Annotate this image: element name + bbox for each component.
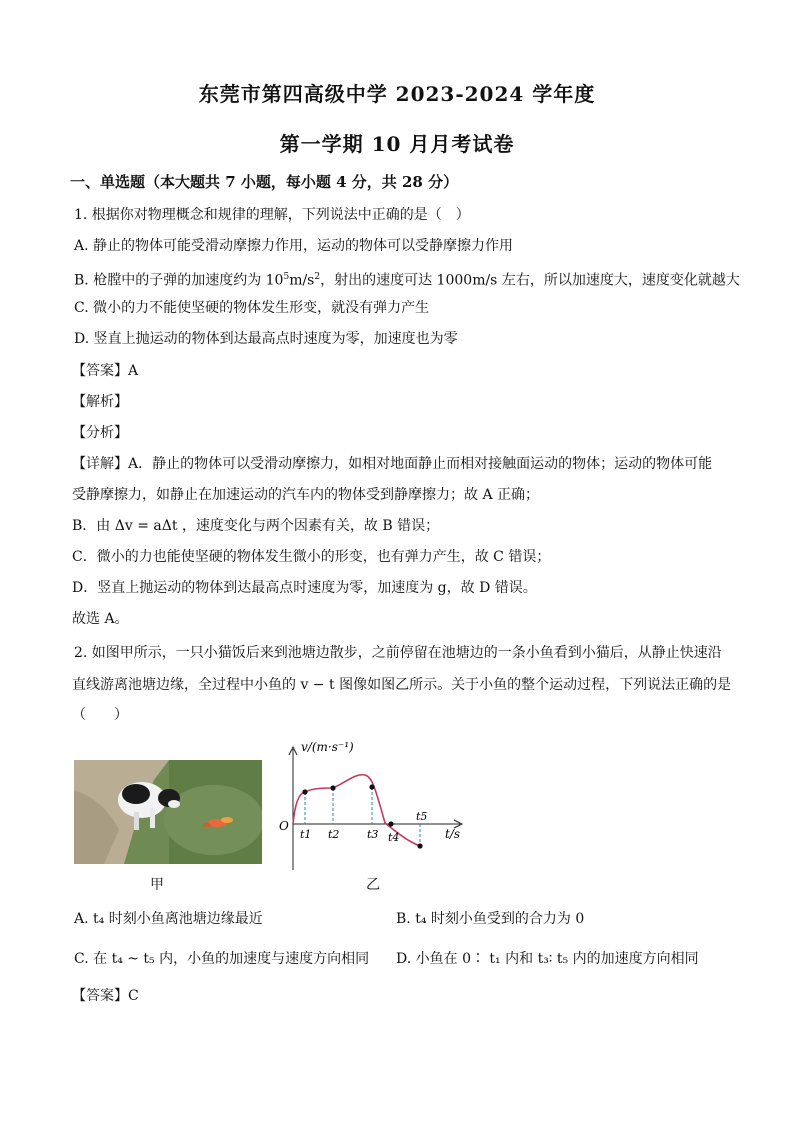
title-line-1: 东莞市第四高级中学 2023-2024 学年度 — [198, 82, 596, 106]
q1-analysis: 【解析】 — [72, 394, 128, 410]
tick-t5: t5 — [416, 810, 428, 823]
graph-xlabel: t/s — [445, 827, 461, 841]
caption-jia: 甲 — [150, 877, 164, 893]
caption-yi: 乙 — [366, 877, 380, 893]
q1-stem: 1. 根据你对物理概念和规律的理解，下列说法中正确的是（ ） — [74, 207, 470, 223]
vt-graph — [275, 735, 475, 875]
q1-option-c: C. 微小的力不能使坚硬的物体发生形变，就没有弹力产生 — [74, 300, 430, 316]
graph-ylabel: v/(m·s⁻¹) — [301, 740, 354, 754]
q1-option-d: D. 竖直上抛运动的物体到达最高点时速度为零，加速度也为零 — [74, 331, 458, 347]
q1-detail-5: D．竖直上抛运动的物体到达最高点时速度为零，加速度为 g，故 D 错误。 — [72, 580, 537, 596]
q2-option-d: D. 小鱼在 0∶ t₁ 内和 t₃∶ t₅ 内的加速度方向相同 — [396, 951, 699, 967]
q2-option-a: A. t₄ 时刻小鱼离池塘边缘最近 — [74, 911, 263, 927]
q2-stem-2: 直线游离池塘边缘，全过程中小鱼的 v − t 图像如图乙所示。关于小鱼的整个运动过程，下列说法正确的是 — [72, 677, 732, 693]
q1-detail-2: 受静摩擦力，如静止在加速运动的汽车内的物体受到静摩擦力；故 A 正确； — [72, 487, 540, 503]
q2-option-c: C. 在 t₄ ~ t₅ 内，小鱼的加速度与速度方向相同 — [74, 951, 370, 967]
q1-option-b: B. 枪膛中的子弹的加速度约为 $10^5m/s^2$，射出的速度可达 1000m/s 左右，所以加速度大，速度变化就越大 — [74, 272, 740, 289]
point-t1 — [302, 789, 307, 794]
tick-t4: t4 — [388, 831, 400, 844]
q2-stem-3: （ ） — [72, 707, 128, 723]
q1-answer: 【答案】A — [72, 363, 139, 379]
q1-detail-1: 【详解】A．静止的物体可以受滑动摩擦力，如相对地面静止而相对接触面运动的物体；运动的物体可能 — [72, 456, 713, 472]
q1-choose: 故选 A。 — [72, 611, 129, 627]
q2-answer: 【答案】C — [72, 988, 139, 1004]
vt-curve — [293, 775, 420, 846]
title-line-2: 第一学期 10 月月考试卷 — [279, 132, 515, 156]
point-t4 — [388, 821, 393, 826]
tick-t3: t3 — [367, 828, 379, 841]
q1-fenxi: 【分析】 — [72, 425, 128, 441]
section-heading: 一、单选题（本大题共 7 小题，每小题 4 分，共 28 分） — [70, 173, 459, 191]
point-t5 — [417, 843, 422, 848]
q2-stem-1: 2. 如图甲所示，一只小猫饭后来到池塘边散步，之前停留在池塘边的一条小鱼看到小猫后，从静止快速沿 — [74, 645, 722, 661]
graph-origin: O — [279, 819, 289, 833]
cat-pond-photo — [74, 760, 262, 864]
q1-detail-3: B．由 Δv = aΔt ，速度变化与两个因素有关，故 B 错误； — [72, 518, 440, 534]
q1-option-a: A. 静止的物体可能受滑动摩擦力作用，运动的物体可以受静摩擦力作用 — [74, 238, 514, 254]
q1-detail-4: C．微小的力也能使坚硬的物体发生微小的形变，也有弹力产生，故 C 错误； — [72, 549, 551, 565]
tick-t2: t2 — [328, 828, 340, 841]
tick-t1: t1 — [300, 828, 312, 841]
q2-option-b: B. t₄ 时刻小鱼受到的合力为 0 — [396, 911, 585, 927]
point-t3 — [369, 784, 374, 789]
point-t2 — [330, 785, 335, 790]
